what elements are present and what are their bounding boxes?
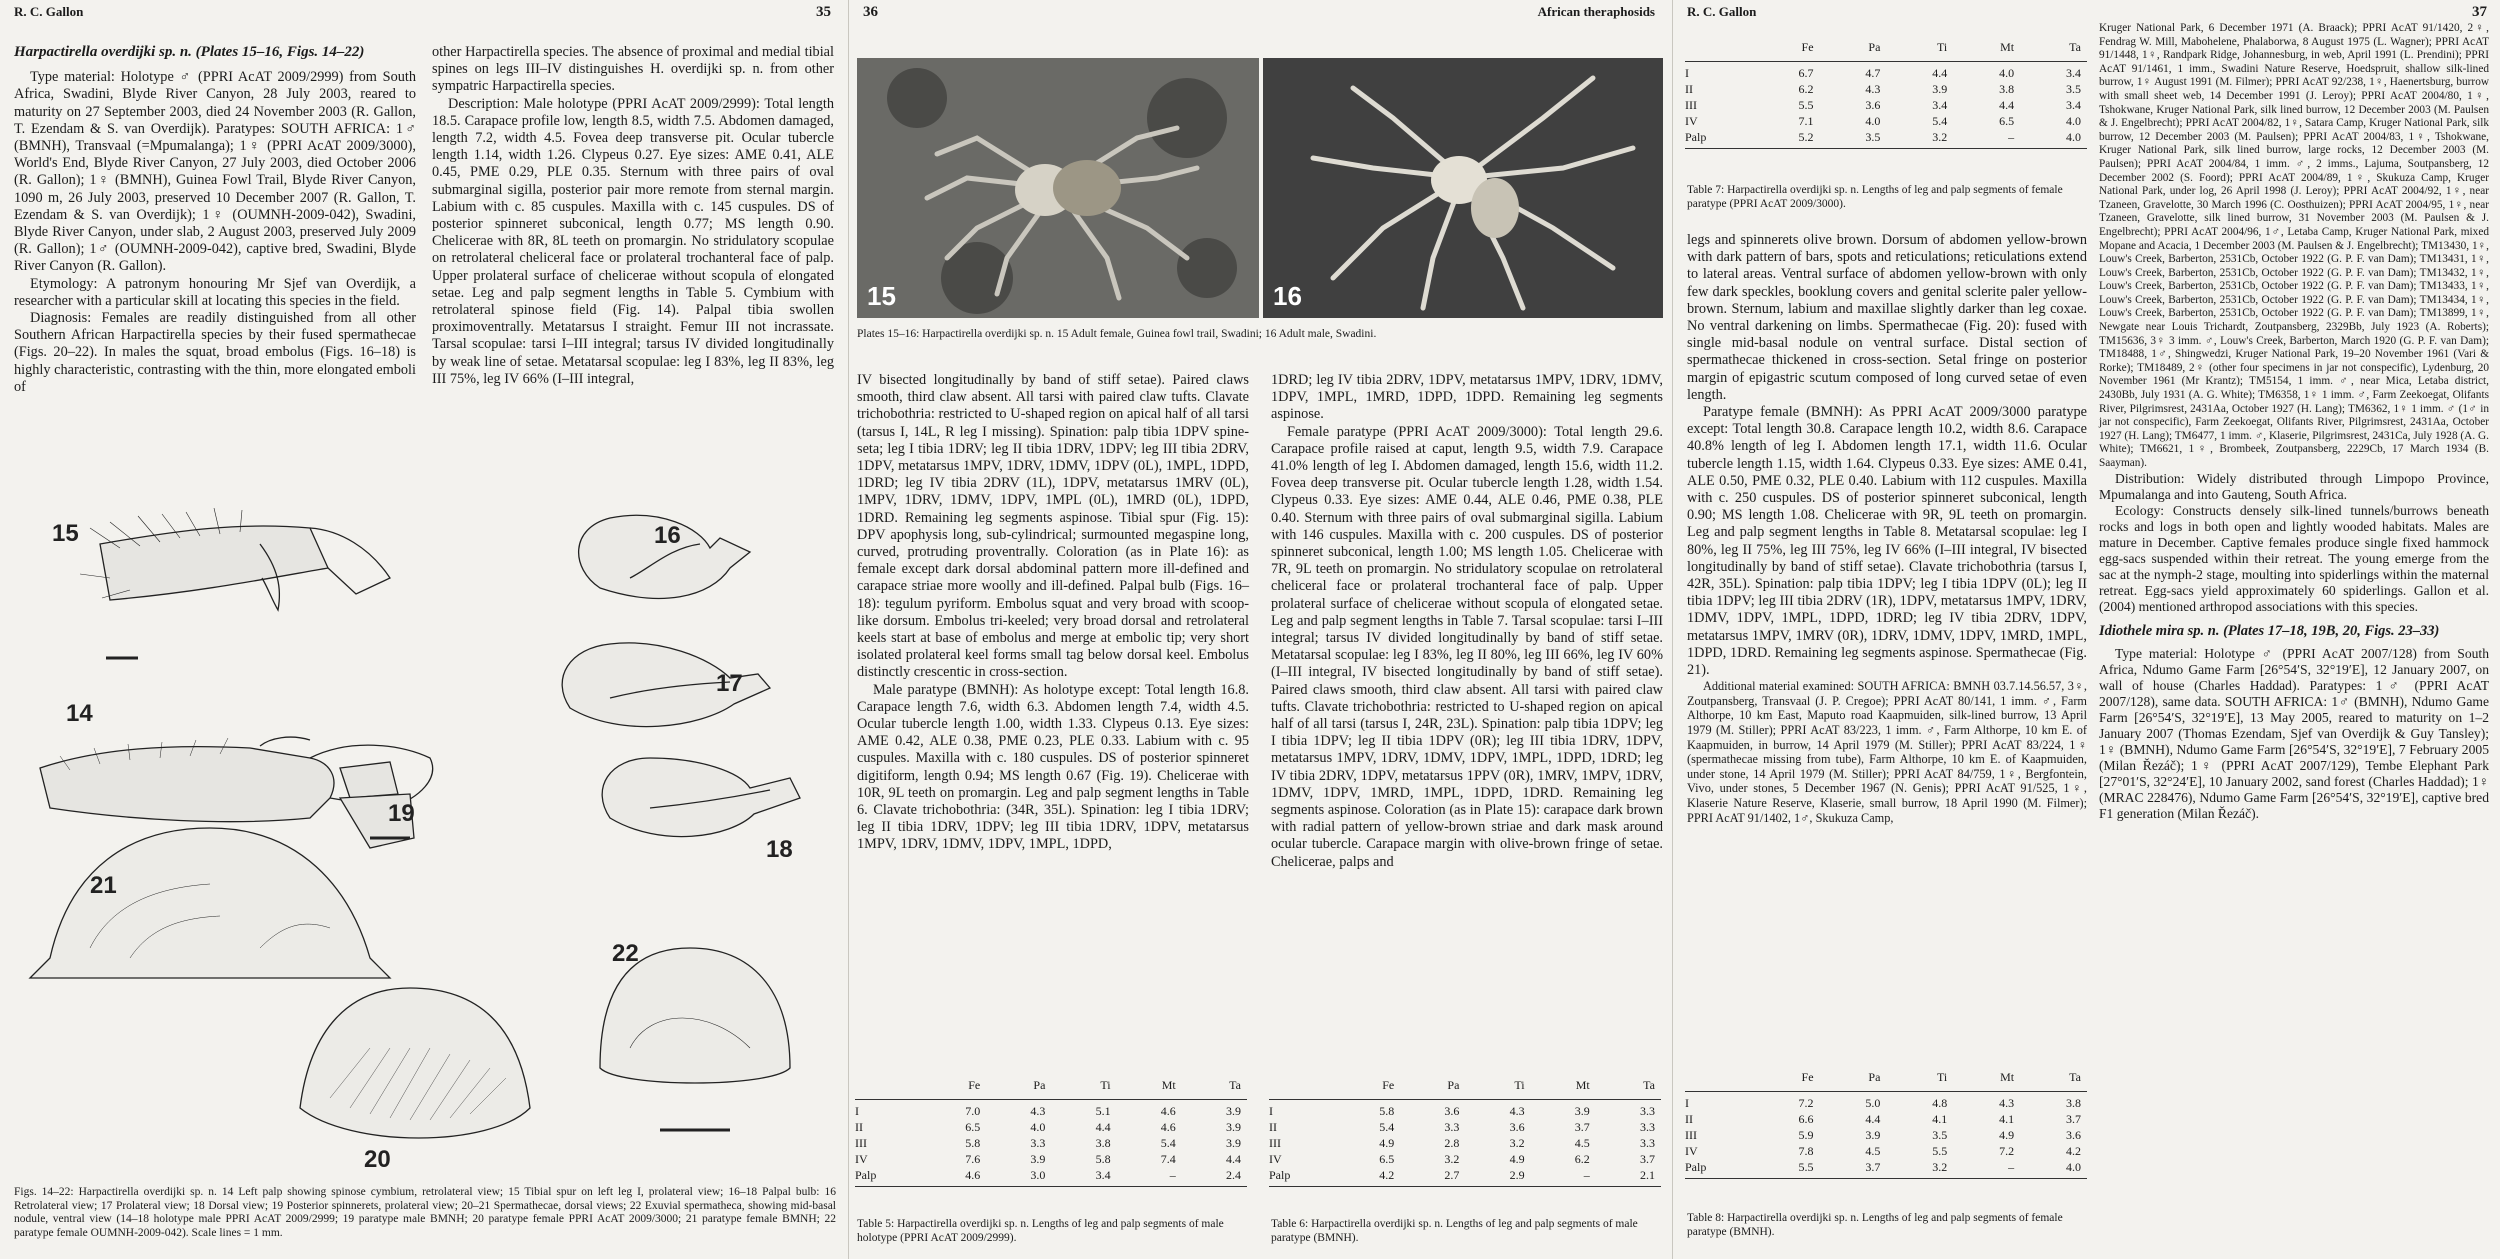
additional-material-continued: Kruger National Park, 6 December 1971 (A. Braack); PPRI AcAT 91/1420, 2♀, Fendrag W. Mill, Mabohelene, Phalaborwa, 8 August 1975 (L. Wagner); PPRI AcAT 91/1448, 1♀, Randpark Ridge, Johannesburg, in web, April 1991 (L. Prendini); PPRI AcAT 91/1461, 1 imm., Swadini Nature Reserve, Hoedspruit, shallow silk-lined burrow, 1♀ August 1991 (M. Filmer); PPRI AcAT 92/238, 1♀, Haenertsburg, burrow with small sheet web, 14 December 1991 (J. Leroy); PPRI AcAT 2004/80, 1♀, Tshokwane, Kruger National Park, silk lined burrow, 12 December 2003 (M. Paulsen & J. Engelbrecht); PPRI AcAT 2004/82, 1♀, Satara Camp, Kruger National Park, silk burrow, 12 December 2003 (M. Paulsen); PPRI AcAT 2004/83, 1♀, Tshokwane, Kruger National Park, silk lined burrow, large rocks, 12 December 2003 (M. Paulsen); PPRI AcAT 2004/84, 1 imm. ♂, 2 imms., Lajuma, Soutpansberg, 12 December 2002 (S. Foord); PPRI AcAT 2004/89, 1♀, Skukuza Camp, Kruger National Park, under log, 26 April 1998 (J. Leroy); PPRI AcAT 2004/92, 1♀, near Tzaneen, Gravelotte, 30 March 1996 (C. Oosthuizen); PPRI AcAT 2004/95, 1♀, near Tzaneen, Gravelotte, silk lined burrow, 31 November 2003 (M. Paulsen & J. Engelbrecht); PPRI AcAT 2004/96, 1♂, Letaba Camp, Kruger National Park, mixed Mopane and Acacia, 1 December 2003 (M. Paulsen & J. Engelbrecht); TM13430, 1♀, Louw's Creek, Barberton, 2531Cb, October 1922 (G. P. F. van Dam); TM13431, 1♀, Louw's Creek, Barberton, 2531Cb, October 1922 (G. P. F. van Dam); TM13432, 1♀, Louw's Creek, Barberton, 2531Cb, October 1922 (G. P. F. van Dam); TM13433, 1♀, Louw's Creek, Barberton, 2531Cb, October 1922 (G. P. F. van Dam); TM13434, 1♀, Louw's Creek, Barberton, 2531Cb, October 1922 (G. P. F. van Dam); TM13899, 1♀, Newgate near Louis Trichardt, Zoutpansberg, 2329Bb, July 1923 (A. Roberts); TM15636, 3♀ 3 imm. ♂, Louw's Creek, Barberton, March 1920 (G. P. F. van Dam); TM18488, 1♂, Shingwedzi, Kruger National Park, 19–20 November 1961 (Vari & Rorke); TM18489, 2♀ (other four specimens in jar not conspecific), Lydenburg, 20 November 1961 (Mr Krantz); TM5154, 1 imm. ♂, near Mica, Letaba district, 2430Bb, July 1931 (A. G. White); TM6358, 1♀ 1 imm. ♂, Farm Zeekoegat, Olifants River, Pilgrimsrest, 2431Aa, October 1927 (H. Lang); TM6362, 1♀ 1 imm. ♂ (1♂ in jar not conspecific), Farm Zeekoegat, Olifants River, Pilgrimsrest, 2431Aa, October 1927 (H. Lang); TM6477, 1 imm. ♂, Klaserie, Pilgrimsrest, 2431Ca, July 1928 (A. G. White); TM6621, 1♀, Brombeek, Zoutpansberg, 2229Cb, 17 March 1934 (B. Saayman). [2099,22,2489,469]
table-header: Ti [1936,40,1948,54]
male-paratype-paragraph: Male paratype (BMNH): As holotype except: Total length 16.8. Carapace length 7.6, width 6.3. Abdomen length 7.4, width 4.5. Ocular tubercle length 1.00, width 1.33. Clypeus 0.13. Eye sizes: AME 0.42, ALE 0.38, PME 0.23, PLE 0.33. Labium with c. 95 cuspules. Maxilla with c. 180 cuspules. DS of posterior spinneret digitiform, length 0.94; MS length 0.67 (Fig. 19). Chelicerae with 10R, 9L teeth on promargin. Leg and palp segment lengths in Table 6. Clavate trichobothria: (34R, 35L). Spination: leg I tibia 1DRV; leg II tibia 1DRV, 1DPV; leg III tibia 1DRV, 1DPV, metatarsus 1MPV, 1DRV, 1DMV, 1DPV, 1MPL, 1DPD, [857,681,1249,853]
figure-label-15: 15 [52,520,79,547]
table-cell: 6.5 [965,1120,981,1134]
table-cell: 7.1 [1798,114,1814,128]
plate-number-16: 16 [1273,281,1302,311]
fig-18-palpal-bulb-dorsal [602,758,800,837]
table-cell: 3.9 [1226,1120,1241,1134]
table-cell: 4.6 [1160,1120,1176,1134]
table-cell: 4.4 [1095,1120,1111,1134]
table-cell: 3.9 [1030,1152,1046,1166]
table-cell: 2.1 [1596,1167,1661,1187]
table-header: Fe [1801,40,1814,54]
tarantula-female-photo [857,58,1259,318]
table-cell: 4.2 [2066,1144,2081,1158]
table-cell: 3.7 [1574,1120,1590,1134]
table-cell: 3.5 [1820,129,1887,149]
table-header: Ta [2069,1070,2081,1084]
table-row [855,1100,1247,1120]
table-header: Fe [1801,1070,1814,1084]
table-cell: 4.6 [1117,1100,1182,1120]
description-paragraph: Description: Male holotype (PPRI AcAT 2009/2999): Total length 18.5. Carapace profile low, length 8.5, width 7.5. Abdomen damaged, length 7.2, width 4.5. Fovea deep transverse pit. Ocular tubercle length 1.14, width 1.26. Clypeus 0.27. Eye sizes: AME 0.41, ALE 0.45, PME 0.29, PLE 0.35. Sternum with three pairs of oval submarginal sigilla, posterior pair more remote from sternal margin. Labium with c. 85 cuspules. Maxilla with c. 145 cuspules. DS of posterior spinneret subconical, length 0.77; MS length 0.90. Chelicerae with 8R, 8L teeth on promargin. No stridulatory scopulae on retrolateral cheliceral face or prolateral trochanteral face of palp. Upper prolateral surface of chelicerae without scopula of elongated setae. Leg and palp segment lengths in Table 5. Cymbium with retrolateral spinose field (Fig. 14). Palpal tibia swollen proximoventrally. Metatarsus I straight. Femur III not incrassate. Tarsal scopulae: tarsi I–III integral; tarsus IV divided longitudinally by weak line of setae. Metatarsal scopulae: leg I 83%, leg II 83%, leg III 75%, leg IV 66% (I–III integral, [432,95,834,387]
table-row [855,1119,1247,1135]
table-cell: 3.9 [1182,1100,1247,1120]
table-cell: 3.2 [1886,129,1953,149]
table-cell: 6.6 [1798,1112,1814,1126]
table-7 [1685,40,2087,149]
table-cell: 4.5 [1574,1136,1590,1150]
table-cell: 3.8 [1999,82,2015,96]
figure-label-16: 16 [654,522,681,549]
table-cell: 3.7 [1640,1152,1655,1166]
table-header: Pa [1033,1078,1046,1092]
table-row [1685,62,2087,82]
table-cell: I [1685,1092,1753,1112]
table-cell: 4.0 [2066,114,2081,128]
table-row [1269,1119,1661,1135]
figure-label-17: 17 [716,670,743,697]
table-cell: 4.3 [986,1100,1051,1120]
author-running-head: R. C. Gallon [14,4,84,19]
table-row [1685,1111,2087,1127]
table-cell: 7.4 [1160,1152,1176,1166]
fig-22-exuvial-spermatheca [600,948,790,1130]
table-cell: 4.1 [1932,1112,1948,1126]
table-cell: II [1269,1120,1277,1134]
table-cell: 5.8 [965,1136,981,1150]
table-cell: 5.9 [1798,1128,1814,1142]
female-paratype-paragraph: Female paratype (PPRI AcAT 2009/3000): Total length 29.6. Carapace profile raised at caput, length 9.5, width 7.9. Carapace 41.0% length of leg I. Abdomen damaged, length 15.6, width 11.2. Fovea deep transverse pit. Ocular tubercle length 1.28, width 1.54. Clypeus 0.33. Eye sizes: AME 0.44, ALE 0.46, PME 0.38, PLE 0.40. Sternum with three pairs of oval submarginal sigilla. Labium with 146 cuspules. Maxilla with c. 200 cuspules. DS of posterior spinneret subconical, length 1.00; MS length 1.05. Chelicerae with 7R, 9L teeth on promargin. No stridulatory scopulae on retrolateral cheliceral face or prolateral trochanteral face of palp. Upper prolateral surface of chelicerae without scopula of elongated setae. Leg and palp segment lengths in Table 7. Tarsal scopulae: tarsi I–III integral; tarsus IV divided longitudinally by band of stiff setae. Metatarsal scopulae: leg I 83%, leg II 80%, leg III 66%, leg IV 60% (I–III integral, IV bisected longitudinally by band of stiff setae). Paired claws smooth, third claw absent. All tarsi with paired claw tufts. Clavate trichobothria: restricted to U-shaped region on apical half of all tarsi (tarsus I, 24R, 23L). Spination: palp tibia 1DPV; leg I tibia 1DPV; leg II tibia 1DPV (0R); leg III tibia 1DRV, 1DPV, metatarsus 1MPV, 1DRV, 1DMV, 1DPV, 1MPL, 1DPD, 1DRD; leg IV tibia 2DRV, 1DPV, metatarsus 1PPV (0R), 1MRV, 1MPV, 1DRV, 1DMV, 1DPV, 1MRD, 1MPL, 1DPD, 1DRD. Remaining leg segments aspinose. Coloration (as in Plate 15): carapace dark brown with radial pattern of yellow-brown striae and dark mask around ocular tubercle. Carapace margin with olive-brown fringe of setae. Chelicerae, palps and [1271,423,1663,870]
table-cell: 3.3 [1030,1136,1046,1150]
table-header [855,1078,921,1100]
table-cell: IV [1685,1144,1698,1158]
table-cell: 4.3 [1865,82,1881,96]
fig-20-spermatheca [300,988,530,1138]
type-material-paragraph: Type material: Holotype ♂ (PPRI AcAT 2009/2999) from South Africa, Swadini, Blyde River Canyon, 28 July 2003, reared to maturity on 27 September 2003, died 24 November 2003 (R. Gallon, T. Ezendam & S. van Overdijk). Paratypes: SOUTH AFRICA: 1♂ (BMNH), Transvaal (=Mpumalanga); 1♀ (PPRI AcAT 2009/3000), World's End, Blyde River Canyon, 27 July 2003, died October 2006 (R. Gallon); 1♀ (BMNH), Guinea Fowl Trail, Blyde River Canyon, 1090 m, 26 July 2003, preserved 10 December 2007 (R. Gallon, T. Ezendam & S. van Overdijk); 1♀ (OUMNH-2009-042), Swadini, Blyde River Canyon, under slab, 2 August 2003, preserved July 2009 (R. Gallon); 1♂ (OUMNH-2009-042), captive bred, Swadini, Blyde River Canyon (R. Gallon). [14,69,416,275]
text-column-left [1687,232,2087,825]
table-cell: 3.9 [1865,1128,1881,1142]
table-cell: 3.0 [986,1167,1051,1187]
text-column-right [1271,372,1663,871]
table-cell: 4.5 [1865,1144,1881,1158]
author-running-head: R. C. Gallon [1687,4,1757,19]
type-material-idiothele: Type material: Holotype ♂ (PPRI AcAT 2007/128) from South Africa, Ndumo Game Farm [26°54′S, 32°19′E], 12 January 2007, on wall of house (Charles Haddad). Paratypes: 1♂ (PPRI AcAT 2007/128), same data. SOUTH AFRICA: 1♂ (BMNH), Ndumo Game Farm [26°54′S, 32°19′E], 13 May 2005, reared to maturity on 1–2 January 2007 (Thomas Ezendam, Sjef van Overdijk & Guy Tansley); 1♀ (BMNH), Ndumo Game Farm [26°54′S, 32°19′E], 7 February 2005 (Milan Řezáč); 1♀ (PPRI AcAT 2007/129), Tembe Elephant Park [27°01′S, 32°24′E], 10 January 2002, sand forest (Charles Haddad); 1♀ (MRAC 228476), Ndumo Game Farm [26°54′S, 32°19′E], captive bred F1 generation (Milan Řezáč). [2099,645,2489,821]
table-cell: I [1269,1100,1335,1120]
table-cell: 7.2 [1753,1092,1820,1112]
table-cell: 6.5 [1999,114,2015,128]
table-cell: 7.2 [1999,1144,2015,1158]
table-cell: III [1685,98,1697,112]
table-header: Pa [1868,1070,1881,1084]
figure-label-21: 21 [90,872,117,899]
table-row [1269,1151,1661,1167]
table-cell: III [855,1136,867,1150]
table-cell: 3.3 [1640,1136,1655,1150]
fig-15-tibial-spur [80,508,390,658]
table-cell: 4.3 [1953,1092,2020,1112]
table-cell: 4.4 [1865,1112,1881,1126]
table-cell: Palp [1269,1167,1335,1187]
table-cell: 3.9 [1226,1136,1241,1150]
table-cell: 3.6 [1865,98,1881,112]
table-cell: 7.0 [921,1100,986,1120]
table-cell: 5.8 [1335,1100,1400,1120]
diagnosis-continued: other Harpactirella species. The absence of proximal and medial tibial spines on legs III–IV distinguishes H. overdijki sp. n. from other sympatric Harpactirella species. [432,44,834,95]
table-cell: I [1685,62,1753,82]
table-cell: 4.2 [1335,1167,1400,1187]
table-cell: 4.0 [1030,1120,1046,1134]
table-cell: I [855,1100,921,1120]
table-cell: 5.1 [1051,1100,1116,1120]
table-cell: 3.6 [1400,1100,1465,1120]
table-cell: 6.5 [1379,1152,1395,1166]
table-cell: – [1531,1167,1596,1187]
table-5 [855,1078,1247,1187]
table-header: Ti [1514,1078,1525,1092]
table-cell: 5.4 [1160,1136,1176,1150]
table-cell: Palp [1685,129,1753,149]
figure-label-14: 14 [66,700,93,727]
table-cell: 3.4 [2066,98,2081,112]
table-cell: 3.7 [2066,1112,2081,1126]
table-cell: IV [1685,114,1698,128]
table-cell: 2.4 [1182,1167,1247,1187]
figure-label-19: 19 [388,800,415,827]
table-cell: 5.0 [1820,1092,1887,1112]
table-cell: 3.4 [1051,1167,1116,1187]
table-cell: 3.6 [1509,1120,1525,1134]
table-row [855,1135,1247,1151]
table-8 [1685,1070,2087,1179]
table-row [1685,1159,2087,1179]
table-cell: 4.0 [2020,129,2087,149]
table-row [1685,1127,2087,1143]
table-cell: 4.9 [1509,1152,1525,1166]
additional-material-paragraph: Additional material examined: SOUTH AFRICA: BMNH 03.7.14.56.57, 3♀, Zoutpansberg, Transvaal (J. P. Cregoe); PPRI AcAT 80/141, 1 imm. ♂, Farm Althorpe, 10 km East, Maputo road Kaapmuiden, silk-lined burrow, 13 April 1979 (M. Stiller); PPRI AcAT 83/223, 1 imm. ♂, Farm Althorpe, 10 km E. of Kaapmuiden, in burrow, 14 April 1979 (M. Stiller); PPRI AcAT 83/224, 1♀ (spermathecae missing from tube), Farm Althorpe, 10 km E. of Kaapmuiden, under stone, 14 April 1979 (M. Stiller); PPRI AcAT 84/759, 1♀, Bergfontein, Vivo, under stones, 5 December 1967 (N. Genis); PPRI AcAT 91/525, 1♀, Klaserie Nature Reserve, Klaserie, small burrow, 18 April 1990 (M. Filmer); PPRI AcAT 91/1402, 1♂, Skukuza Camp, [1687,679,2087,825]
table-header: Mt [2000,1070,2015,1084]
figure-label-18: 18 [766,836,793,863]
table-header [1685,40,1753,62]
table-cell: II [1685,82,1693,96]
table-cell: 4.4 [1999,98,2015,112]
table-cell: 3.4 [2020,62,2087,82]
species-heading-idiothele: Idiothele mira sp. n. (Plates 17–18, 19B, 20, Figs. 23–33) [2099,622,2440,639]
male-paratype-continued: 1DRD; leg IV tibia 2DRV, 1DPV, metatarsus 1MPV, 1DRV, 1DMV, 1DPV, 1MPL, 1MRD, 1DPD, 1DPD. Remaining leg segments aspinose. [1271,372,1663,423]
table-6-caption: Table 6: Harpactirella overdijki sp. n. Lengths of leg and palp segments of male paratype (BMNH). [1271,1218,1638,1244]
table-row [1685,113,2087,129]
figure-plate-14-22 [10,508,840,1190]
table-cell: 3.5 [2066,82,2081,96]
table-cell: 5.4 [1932,114,1948,128]
table-row [1685,129,2087,149]
table-cell: 3.8 [1095,1136,1111,1150]
table-cell: IV [1269,1152,1282,1166]
plate-caption: Plates 15–16: Harpactirella overdijki sp. n. 15 Adult female, Guinea fowl trail, Swadini; 16 Adult male, Swadini. [857,328,1377,340]
plate-16-photo-male [1263,58,1663,318]
table-cell: – [1953,1159,2020,1179]
table-cell: 4.0 [1865,114,1881,128]
table-header: Mt [1575,1078,1590,1092]
ecology-paragraph: Ecology: Constructs densely silk-lined tunnels/burrows beneath rocks and logs in both open and lightly wooded habitats. Males are mature in December. Captive females produce single fixed hammock egg-sacs suspended within their retreat. The young emerge from the sac at the nymph-2 stage, moulting into spiderlings within the maternal retreat. Egg-sacs yield approximately 60 spiderlings. Gallon et al. (2004) mentioned arthropod associations with this species. [2099,502,2489,614]
table-header [1269,1078,1335,1100]
plate-number-15: 15 [867,281,896,311]
table-header: Ti [1100,1078,1111,1092]
table-cell: 2.7 [1400,1167,1465,1187]
table-row [1685,81,2087,97]
table-row [1269,1100,1661,1120]
table-row [1269,1135,1661,1151]
page-36 [848,0,1669,1259]
paratype-female-paragraph: Paratype female (BMNH): As PPRI AcAT 2009/3000 paratype except: Total length 30.8. Carapace length 10.2, width 8.6. Carapace 40.8% length of leg I. Abdomen length 17.1, width 11.6. Ocular tubercle length 1.15, width 1.64. Clypeus 0.33. Eye sizes: AME 0.41, ALE 0.50, PME 0.32, PLE 0.40. Labium with 112 cuspules. Maxilla with c. 250 cuspules. DS of posterior spinneret subconical, length 0.90; MS length 1.08. Chelicerae with 9R, 9L teeth on promargin. Leg and palp segment lengths in Table 8. Metatarsal scopulae: leg I 80%, leg II 75%, leg III 75%, leg IV 66% (I–III integral, IV bisected longitudinally by band of stiff setae). Clavate trichobothria (tarsus I, 42R, 35L). Spination: palp tibia 1DPV; leg I tibia 1DPV (0L); leg II tibia 1DPV; leg III tibia 2DRV (1R), 1DPV, metatarsus 1MPV, 1DRV, 1DMV, 1DPV, 1MPL, 1DPD, 1DRD; leg IV tibia 2DRV, 1DPV, metatarsus 1MPV, 1MRV (0R), 1DRV, 1DMV, 1DPV, 1MRD, 1MPL, 1DPD, 1DRD. Remaining leg segments aspinose. Spermathecae (Fig. 21). [1687,404,2087,679]
page-35 [0,0,845,1259]
journal-running-head: African theraphosids [1537,4,1655,19]
table-cell: – [1953,129,2020,149]
table-5-caption: Table 5: Harpactirella overdijki sp. n. Lengths of leg and palp segments of male holotype (PPRI AcAT 2009/2999). [857,1218,1224,1244]
table-header: Fe [1382,1078,1395,1092]
table-header: Ta [1229,1078,1241,1092]
table-cell: II [855,1120,863,1134]
table-header: Ti [1936,1070,1948,1084]
table-row [855,1167,1247,1187]
table-cell: III [1685,1128,1697,1142]
table-header: Mt [1161,1078,1176,1092]
table-cell: IV [855,1152,868,1166]
table-cell: 5.5 [1798,98,1814,112]
table-cell: 5.5 [1932,1144,1948,1158]
table-cell: 6.7 [1753,62,1820,82]
table-cell: 3.3 [1596,1100,1661,1120]
etymology-paragraph: Etymology: A patronym honouring Mr Sjef van Overdijk, a researcher with a particular skill at locating this species in the field. [14,275,416,309]
text-column-right [432,44,834,388]
table-header: Pa [1868,40,1881,54]
table-cell: 3.2 [1444,1152,1460,1166]
table-row [1685,97,2087,113]
species-heading: Harpactirella overdijki sp. n. (Plates 15–16, Figs. 14–22) [14,44,365,60]
table-8-caption: Table 8: Harpactirella overdijki sp. n. Lengths of leg and palp segments of female paratype (BMNH). [1687,1212,2063,1238]
page-number: 37 [2472,4,2487,20]
table-6 [1269,1078,1661,1187]
text-column-left [14,44,416,396]
table-cell: 3.3 [1640,1120,1655,1134]
table-header: Fe [968,1078,981,1092]
table-cell: 3.3 [1444,1120,1460,1134]
table-cell: 5.4 [1379,1120,1395,1134]
running-head [14,4,831,24]
distribution-paragraph: Distribution: Widely distributed through Limpopo Province, Mpumalanga and into Gauteng, South Africa. [2099,470,2489,502]
table-header [1685,1070,1753,1092]
running-head [863,4,1655,24]
table-cell: 5.8 [1095,1152,1111,1166]
page-number: 35 [816,4,831,20]
fig-21-spermatheca [30,828,390,978]
table-cell: 4.4 [1226,1152,1241,1166]
page-37 [1672,0,2500,1259]
table-cell: 5.5 [1753,1159,1820,1179]
figure-label-22: 22 [612,940,639,967]
table-header: Ta [2069,40,2081,54]
table-cell: 4.3 [1465,1100,1530,1120]
text-column-left [857,372,1249,854]
table-cell: 4.1 [1999,1112,2015,1126]
table-cell: 3.9 [1932,82,1948,96]
tarantula-male-photo [1263,58,1663,318]
table-cell: 3.7 [1820,1159,1887,1179]
table-cell: 2.9 [1465,1167,1530,1187]
table-cell: Palp [855,1167,921,1187]
holotype-description-continued: IV bisected longitudinally by band of stiff setae). Paired claws smooth, third claw absent. All tarsi with paired claw tufts. Clavate trichobothria: restricted to U-shaped region on apical half of all tarsi (tarsus I, 14L, R leg I missing). Spination: palp tibia 1DPV spine-seta; leg I tibia 1DRV; leg II tibia 1DRV, 1DPV; leg III tibia 2DRV, 1DPV, metatarsus 1MPV, 1DRV, 1DMV, 1DPV (0L), 1MPL, 1DPD, 1DRD; leg IV tibia 2DRV (1L), 1DPV, metatarsus 1MRV (0L), 1MPV, 1DRV, 1DMV, 1DPV, 1MPL (0L), 1MRD (0L), 1DPD, 1DRD. Remaining leg segments aspinose. Tibial spur (Fig. 15): DPV apophysis long, sub-cylindrical; surmounted megaspine long, curved, protruding proventrally. Coloration (as in Plate 16): as female except dark dorsal abdominal pattern more ill-defined and carapace striae more woolly and ill-defined. Palpal bulb (Figs. 16–18): tegulum pyriform. Embolus squat and very broad with scoop-like dorsum. Embolus tri-keeled; very broad dorsal and retrolateral keels start at base of embolus and merge at embolic tip; very short isolated prolateral keel forms small tag below dorsal keel. Embolus distinctly crescentic in cross-section. [857,372,1249,681]
table-cell: III [1269,1136,1281,1150]
table-cell: 4.6 [921,1167,986,1187]
table-cell: 3.2 [1509,1136,1525,1150]
table-row [855,1151,1247,1167]
table-cell: 3.5 [1932,1128,1948,1142]
table-cell: 4.4 [1886,62,1953,82]
table-cell: 5.2 [1753,129,1820,149]
table-cell: 4.7 [1820,62,1887,82]
text-column-right [2099,22,2489,822]
plate-15-photo-female [857,58,1259,318]
table-cell: 7.6 [965,1152,981,1166]
table-row [1269,1167,1661,1187]
table-cell: Palp [1685,1159,1753,1179]
table-header: Pa [1447,1078,1460,1092]
table-cell: 3.6 [2066,1128,2081,1142]
table-cell: 3.9 [1531,1100,1596,1120]
page-number: 36 [863,4,878,20]
table-cell: 6.2 [1574,1152,1590,1166]
figure-label-20: 20 [364,1146,391,1173]
table-cell: – [1117,1167,1182,1187]
diagnosis-paragraph: Diagnosis: Females are readily distinguished from all other Southern African Harpactirella species by their fused spermathecae (Figs. 20–22). In males the squat, broad embolus (Figs. 16–18) is highly characteristic, contrasting with the thin, more elongated emboli of [14,310,416,395]
table-cell: 6.2 [1798,82,1814,96]
coloration-continued: legs and spinnerets olive brown. Dorsum of abdomen yellow-brown with dark pattern of bars, spots and reticulations; reticulations extend to lateral areas. Ventral surface of abdomen yellow-brown with only few dark speckles, booklung covers and genital sclerite paler yellow-brown. Sternum, labium and maxillae slightly darker than leg coxae. No ventral darkening on limbs. Spermathecae (Fig. 20): fused with single mid-basal nodule on ventral surface. Distal section of spermathecae thickened in cross-section. Setal fringe on posterior margin of epigastric scutum composed of long curved setae of even length. [1687,232,2087,403]
table-header: Mt [2000,40,2015,54]
table-cell: 3.2 [1886,1159,1953,1179]
table-cell: 4.8 [1886,1092,1953,1112]
table-row [1685,1092,2087,1112]
running-head [1687,4,2487,24]
table-cell: 3.4 [1932,98,1948,112]
table-cell: II [1685,1112,1693,1126]
table-row [1685,1143,2087,1159]
table-cell: 4.0 [1953,62,2020,82]
table-header: Ta [1643,1078,1655,1092]
figure-caption: Figs. 14–22: Harpactirella overdijki sp. n. 14 Left palp showing spinose cymbium, retrolateral view; 15 Tibial spur on left leg I, prolateral view; 16–18 Palpal bulb: 16 Retrolateral view; 17 Prolateral view; 18 Dorsal view; 19 Posterior spinnerets, prolateral view; 20–21 Spermathecae, dorsal views; 22 Exuvial spermatheca, showing mid-basal nodule, ventral view (14–18 holotype male PPRI AcAT 2009/2999; 19 paratype male BMNH; 20 paratype female PPRI AcAT 2009/3000; 21 paratype female BMNH; 22 paratype female OUMNH-2009-042). Scale lines = 1 mm. [14,1186,836,1239]
table-cell: 3.8 [2020,1092,2087,1112]
table-cell: 4.9 [1379,1136,1395,1150]
table-cell: 4.9 [1999,1128,2015,1142]
table-7-caption: Table 7: Harpactirella overdijki sp. n. Lengths of leg and palp segments of female paratype (PPRI AcAT 2009/3000). [1687,184,2063,210]
table-cell: 7.8 [1798,1144,1814,1158]
table-cell: 2.8 [1444,1136,1460,1150]
table-cell: 4.0 [2020,1159,2087,1179]
